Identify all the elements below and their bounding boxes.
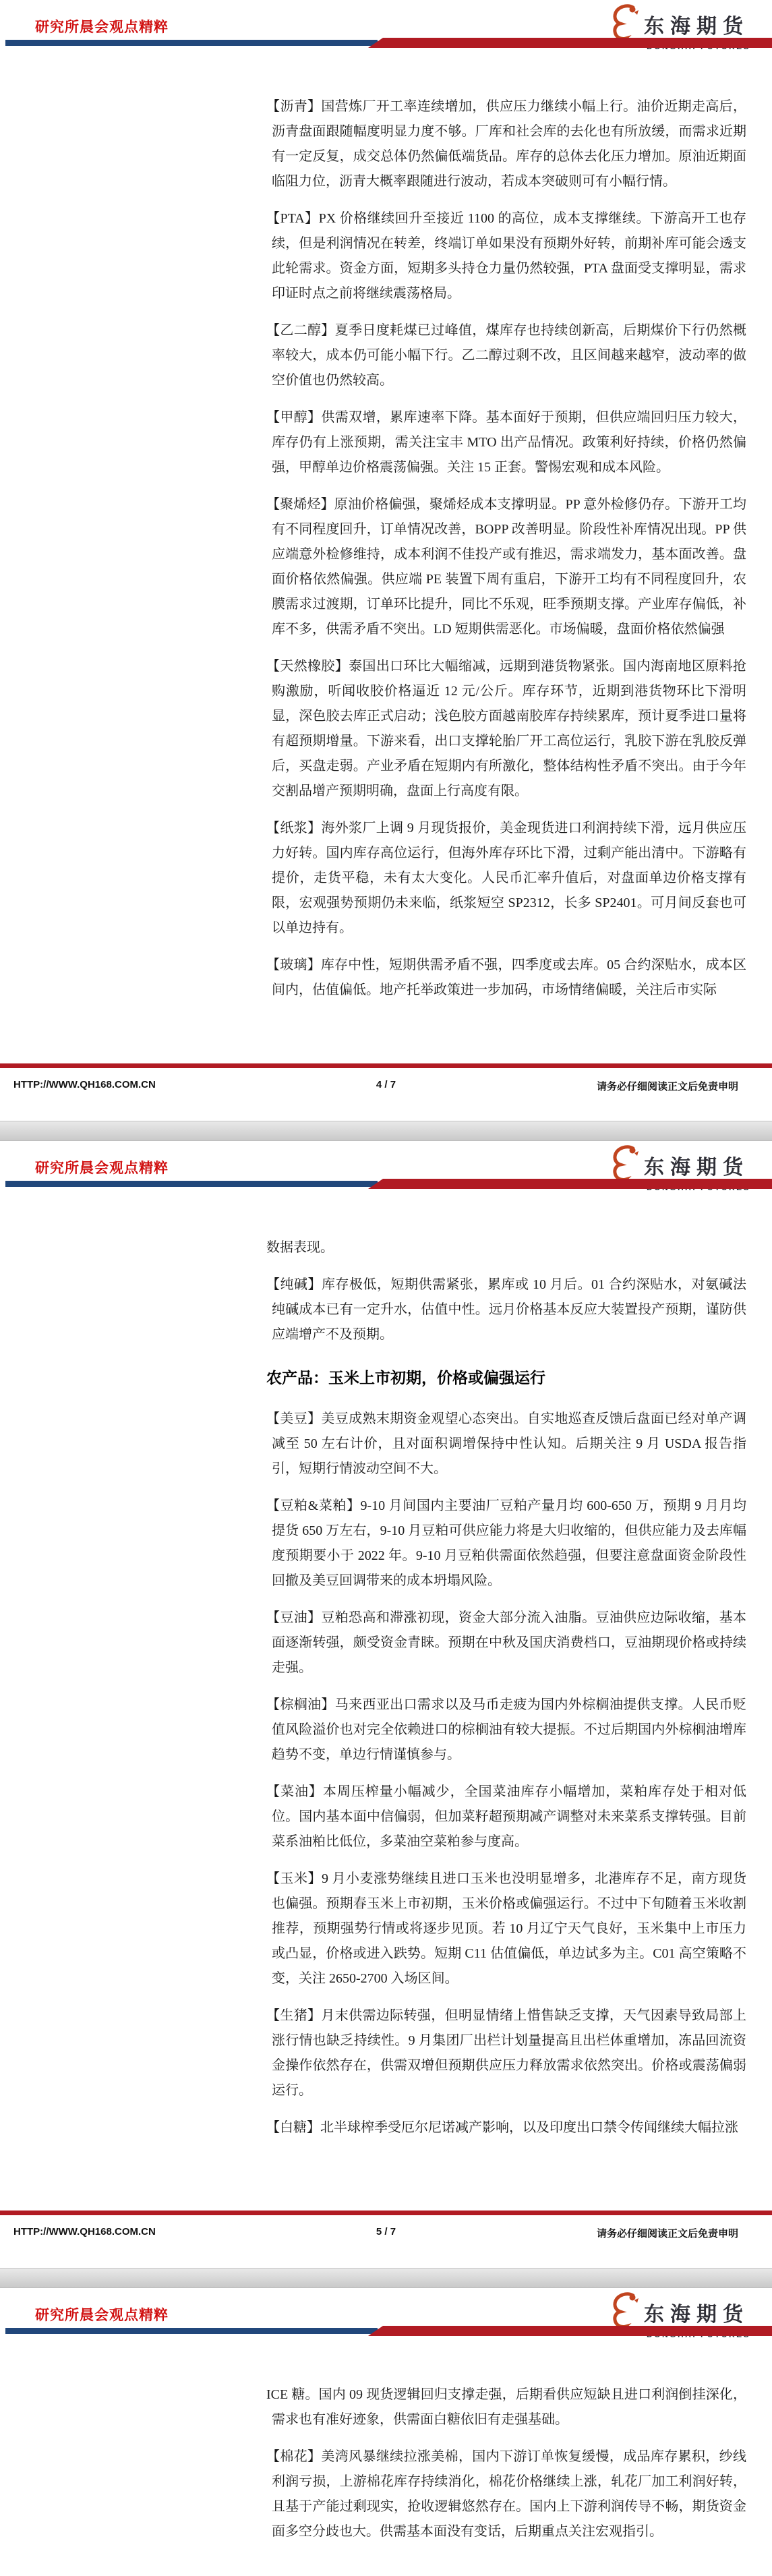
section-heading: 农产品：玉米上市初期，价格或偏强运行 (266, 1369, 545, 1386)
footer-disclaimer: 请务必仔细阅读正文后免责申明 (596, 1081, 738, 1092)
commodity-paragraph: 【乙二醇】夏季日度耗煤已过峰值，煤库存也持续创新高，后期煤价下行仍然概率较大，成本仍可能小幅下行。乙二醇过剩不改，且区间越来越窄，波动率的做空价值也仍然较高。 (266, 323, 746, 388)
report-page (0, 2288, 772, 2576)
footer-row (0, 2215, 772, 2240)
page-content (266, 94, 746, 1015)
commodity-paragraph: 【生猪】月末供需边际转强，但明显情绪上惜售缺乏支撑，天气因素导致局部上涨行情也缺乏持续性。9 月集团厂出栏计划量提高且出栏体重增加，冻品回流资金操作依然存在，供需双增但预期供应压力释放需求依然突出。价格或震荡偏弱运行。 (266, 2008, 746, 2098)
commodity-paragraph: 【棉花】美湾风暴继续拉涨美棉，国内下游订单恢复缓慢，成品库存累积，纱线利润亏损，上游棉花库存持续消化，棉花价格继续上涨，轧花厂加工利润好转，且基于产能过剩现实，抢收逻辑悠然存在。国内上下游利润传导不畅，期货资金面多空分歧也大。供需基本面没有变话，后期重点关注宏观指引。 (266, 2449, 746, 2539)
footer-disclaimer: 请务必仔细阅读正文后免责申明 (596, 2228, 738, 2240)
header-divider-bar (0, 38, 772, 48)
footer-url[interactable]: HTTP://WWW.QH168.COM.CN (13, 1079, 156, 1090)
page-content (266, 1235, 746, 2153)
page-header (0, 1141, 772, 1235)
footer-page-number: 5 / 7 (376, 2226, 396, 2237)
header-bar-blue-segment (5, 40, 378, 46)
commodity-paragraph: 【白糖】北半球榨季受厄尔尼诺减产影响，以及印度出口禁令传闻继续大幅拉涨 (266, 2120, 738, 2135)
header-bar-blue-segment (5, 1181, 378, 1187)
page-header (0, 0, 772, 94)
logo-chinese-name: 东海期货 (644, 16, 749, 38)
report-page (0, 1141, 772, 2268)
commodity-paragraph: ICE 糖。国内 09 现货逻辑回归支撑走强，后期看供应短缺且进口利润倒挂深化，需求也有准好迹象，供需面白糖依旧有走强基础。 (266, 2387, 746, 2427)
logo-chinese-name: 东海期货 (644, 2304, 749, 2326)
commodity-paragraph: 【沥青】国营炼厂开工率连续增加，供应压力继续小幅上行。油价近期走高后，沥青盘面跟随幅度明显力度不够。厂库和社会库的去化也有所放缓，而需求近期有一定反复，成交总体仍然偏低端货品。库存的总体去化压力增加。原油近期面临阻力位，沥青大概率跟随进行波动，若成本突破则可有小幅行情。 (266, 99, 746, 189)
commodity-paragraph: 【聚烯烃】原油价格偏强，聚烯烃成本支撑明显。PP 意外检修仍存。下游开工均有不同程度回升，订单情况改善，BOPP 改善明显。阶段性补库情况出现。PP 供应端意外检修维持，成本利润不佳投产或有推迟，需求端发力，基本面改善。盘面价格依然偏强。供应端 PE 装置下周有重启，下游开工均有不同程度回升，农膜需求过渡期，订单环比提升，同比不乐观，旺季预期支撑。产业库存偏低，补库不多，供需矛盾不突出。LD 短期供需恶化。市场偏暖，盘面价格依然偏强 (266, 497, 746, 637)
commodity-paragraph: 【棕榈油】马来西亚出口需求以及马币走疲为国内外棕榈油提供支撑。人民币贬值风险溢价也对完全依赖进口的棕榈油有较大提振。不过后期国内外棕榈油增库趋势不变，单边行情谨慎参与。 (266, 1697, 746, 1762)
report-title: 研究所晨会观点精粹 (35, 1161, 169, 1176)
footer-divider-bar (0, 1063, 772, 1068)
commodity-paragraph: 【玉米】9 月小麦涨势继续且进口玉米也没明显增多，北港库存不足，南方现货也偏强。预期春玉米上市初期，玉米价格或偏强运行。不过中下旬随着玉米收割推荐，预期强势行情或将逐步见顶。若 10 月辽宁天气良好，玉米集中上市压力或凸显，价格或进入跌势。短期 C11 估值偏低，单边试多为主。C01 高空策略不变，关注 2650-2700 入场区间。 (266, 1871, 746, 1986)
commodity-paragraph: 【PTA】PX 价格继续回升至接近 1100 的高位，成本支撑继续。下游高开工也存续，但是利润情况在转差，终端订单如果没有预期外好转，前期补库可能会透支此轮需求。资金方面，短期多头持仓力量仍然较强，PTA 盘面受支撑明显，需求印证时点之前将继续震荡格局。 (266, 211, 746, 301)
commodity-paragraph: 【豆油】豆粕恐高和滞涨初现，资金大部分流入油脂。豆油供应边际收缩，基本面逐渐转强，颇受资金青睐。预期在中秋及国庆消费档口，豆油期现价格或持续走强。 (266, 1610, 746, 1675)
report-title: 研究所晨会观点精粹 (35, 2308, 169, 2323)
header-divider-bar (0, 1179, 772, 1189)
page-footer (0, 2211, 772, 2268)
header-bar-red-segment (368, 38, 772, 48)
commodity-paragraph: 【豆粕&菜粕】9-10 月间国内主要油厂豆粕产量月均 600-650 万，预期 9 月月均提货 650 万左右，9-10 月豆粕可供应能力将是大归收缩的，但供应能力及去库幅度预期要小于 2022 年。9-10 月豆粕供需面依然趋强，但要注意盘面资金阶段性回撤及美豆回调带来的成本坍塌风险。 (266, 1498, 746, 1588)
footer-url[interactable]: HTTP://WWW.QH168.COM.CN (13, 2226, 156, 2237)
page-separator (0, 1121, 772, 1141)
commodity-paragraph: 【玻璃】库存中性，短期供需矛盾不强，四季度或去库。05 合约深贴水，成本区间内，估值偏低。地产托举政策进一步加码，市场情绪偏暖，关注后市实际 (266, 958, 746, 997)
header-bar-blue-segment (5, 2328, 378, 2334)
header-bar-red-segment (368, 1179, 772, 1189)
page-separator (0, 2268, 772, 2288)
header-divider-bar (0, 2326, 772, 2336)
report-page (0, 0, 772, 1121)
commodity-paragraph: 【天然橡胶】泰国出口环比大幅缩减，远期到港货物紧张。国内海南地区原料抢购激励，听闻收胶价格逼近 12 元/公斤。库存环节，近期到港货物环比下滑明显，深色胶去库正式启动；浅色胶方面越南胶库存持续累库，预计夏季进口量将有超预期增量。下游来看，出口支撑轮胎厂开工高位运行，乳胶下游在乳胶反弹后，买盘走弱。产业矛盾在短期内有所激化，整体结构性矛盾不突出。由于今年交割品增产预期明确，盘面上行高度有限。 (266, 659, 746, 798)
logo-chinese-name: 东海期货 (644, 1157, 749, 1179)
report-title: 研究所晨会观点精粹 (35, 20, 169, 35)
commodity-paragraph: 【纸浆】海外浆厂上调 9 月现货报价，美金现货进口利润持续下滑，远月供应压力好转。国内库存高位运行，但海外库存环比下滑，过剩产能出清中。下游略有提价，走货平稳，未有太大变化。人民币汇率升值后，对盘面单边价格支撑有限，宏观强势预期仍未来临，纸浆短空 SP2312，长多 SP2401。可月间反套也可以单边持有。 (266, 821, 746, 935)
footer-divider-bar (0, 2211, 772, 2215)
commodity-paragraph: 【美豆】美豆成熟末期资金观望心态突出。自实地巡查反馈后盘面已经对单产调减至 50 左右计价，且对面积调增保持中性认知。后期关注 9 月 USDA 报告指引，短期行情波动空间不大。 (266, 1411, 746, 1476)
footer-row (0, 1068, 772, 1093)
commodity-paragraph: 【甲醇】供需双增，累库速率下降。基本面好于预期，但供应端回归压力较大，库存仍有上涨预期，需关注宝丰 MTO 出产品情况。政策利好持续，价格仍然偏强，甲醇单边价格震荡偏强。关注 15 正套。警惕宏观和成本风险。 (266, 410, 746, 475)
page-footer (0, 1063, 772, 1121)
header-bar-red-segment (368, 2326, 772, 2336)
commodity-paragraph: 数据表现。 (266, 1240, 334, 1255)
page-header (0, 2288, 772, 2382)
page-content (266, 2382, 746, 2556)
commodity-paragraph: 【菜油】本周压榨量小幅减少，全国菜油库存小幅增加，菜粕库存处于相对低位。国内基本面中信偏弱，但加菜籽超预期减产调整对未来菜系支撑转强。目前菜系油粕比低位，多菜油空菜粕参与度高。 (266, 1784, 746, 1849)
commodity-paragraph: 【纯碱】库存极低，短期供需紧张，累库或 10 月后。01 合约深贴水，对氨碱法纯碱成本已有一定升水，估值中性。远月价格基本反应大装置投产预期，谨防供应端增产不及预期。 (266, 1277, 746, 1342)
footer-page-number: 4 / 7 (376, 1079, 396, 1090)
